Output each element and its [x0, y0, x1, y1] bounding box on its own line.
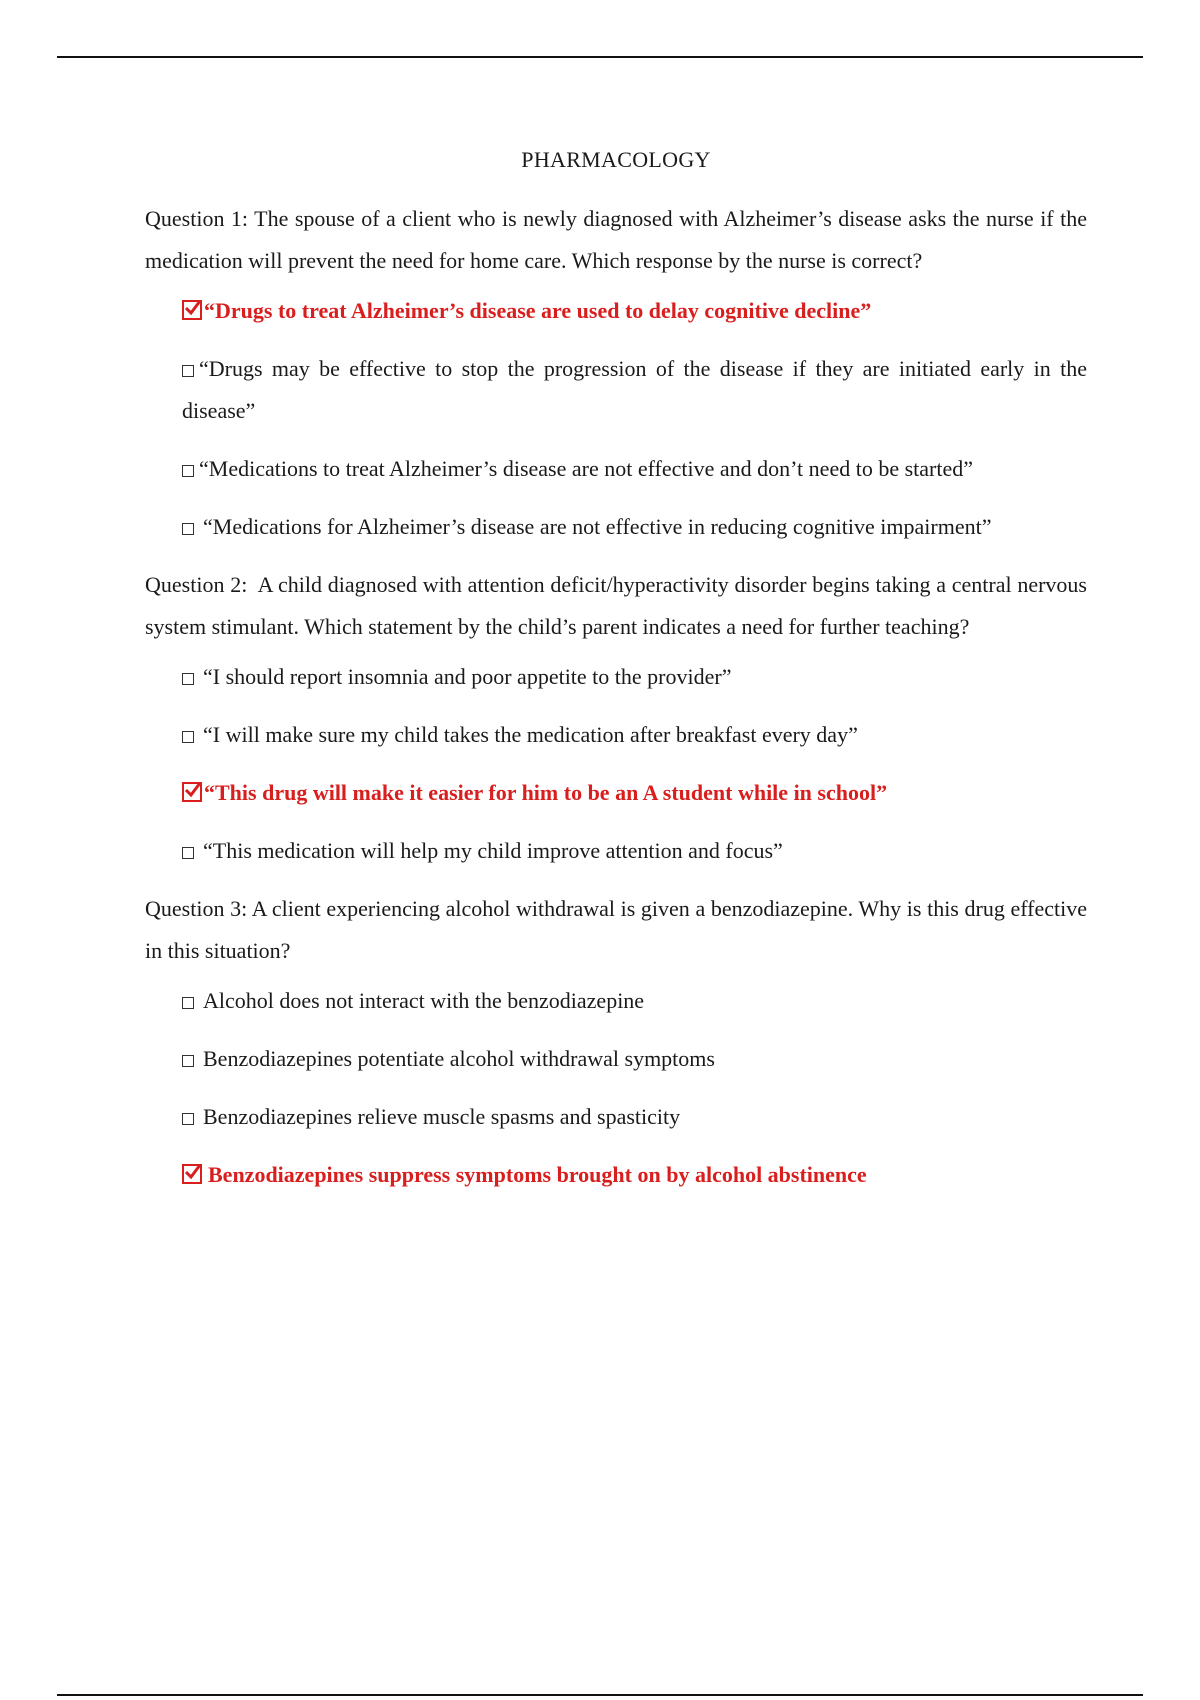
empty-checkbox-icon[interactable]	[182, 731, 194, 743]
page-title: PHARMACOLOGY	[521, 147, 711, 172]
question-3-prompt: Question 3: A client experiencing alcohol withdrawal is given a benzodiazepine. Why is this drug effective in this situation?	[145, 896, 1087, 963]
option-2a[interactable]	[182, 656, 1087, 698]
option-3b[interactable]	[182, 1038, 1087, 1080]
header-rule	[57, 56, 1143, 58]
option-text: “Drugs may be effective to stop the progression of the disease if they are initiated early in the disease”	[182, 356, 1087, 423]
option-text: “This drug will make it easier for him to be an A student while in school”	[204, 780, 888, 805]
empty-checkbox-icon[interactable]	[182, 673, 194, 685]
option-1c[interactable]	[182, 448, 1087, 490]
option-2d[interactable]	[182, 830, 1087, 872]
empty-checkbox-icon[interactable]	[182, 465, 194, 477]
option-1a[interactable]	[182, 290, 1087, 332]
empty-checkbox-icon[interactable]	[182, 997, 194, 1009]
empty-checkbox-icon[interactable]	[182, 1113, 194, 1125]
option-text: Alcohol does not interact with the benzodiazepine	[203, 988, 645, 1013]
option-1b[interactable]	[182, 348, 1087, 432]
checked-checkbox-icon[interactable]	[182, 782, 202, 802]
empty-checkbox-icon[interactable]	[182, 847, 194, 859]
option-text: “Drugs to treat Alzheimer’s disease are used to delay cognitive decline”	[204, 298, 872, 323]
option-text: Benzodiazepines suppress symptoms brought on by alcohol abstinence	[208, 1162, 867, 1187]
option-1d[interactable]	[182, 506, 1087, 548]
option-text: Benzodiazepines relieve muscle spasms and spasticity	[203, 1104, 681, 1129]
checked-checkbox-icon[interactable]	[182, 1164, 202, 1184]
option-3d[interactable]	[182, 1154, 1087, 1196]
option-text: “I will make sure my child takes the medication after breakfast every day”	[203, 722, 858, 747]
option-2c[interactable]	[182, 772, 1087, 814]
option-text: “I should report insomnia and poor appetite to the provider”	[203, 664, 732, 689]
option-3a[interactable]	[182, 980, 1087, 1022]
option-2b[interactable]	[182, 714, 1087, 756]
question-3-options	[145, 980, 1087, 1196]
option-text: “Medications for Alzheimer’s disease are not effective in reducing cognitive impairment”	[203, 514, 992, 539]
document-body	[145, 140, 1093, 1212]
question-1-prompt: Question 1: The spouse of a client who is newly diagnosed with Alzheimer’s disease asks the nurse if the medication will prevent the need for home care. Which response by the nurse is correct?	[145, 206, 1087, 273]
empty-checkbox-icon[interactable]	[182, 365, 194, 377]
checked-checkbox-icon[interactable]	[182, 300, 202, 320]
option-text: “This medication will help my child improve attention and focus”	[203, 838, 783, 863]
question-1-options	[145, 290, 1087, 548]
option-text: Benzodiazepines potentiate alcohol withdrawal symptoms	[203, 1046, 715, 1071]
footer-rule	[57, 1694, 1143, 1696]
option-text: “Medications to treat Alzheimer’s disease are not effective and don’t need to be started”	[199, 456, 973, 481]
question-2-options	[145, 656, 1087, 872]
empty-checkbox-icon[interactable]	[182, 523, 194, 535]
option-3c[interactable]	[182, 1096, 1087, 1138]
question-2-prompt: Question 2: A child diagnosed with attention deficit/hyperactivity disorder begins taking a central nervous system stimulant. Which statement by the child’s parent indicates a need for further teaching?	[145, 572, 1093, 639]
empty-checkbox-icon[interactable]	[182, 1055, 194, 1067]
